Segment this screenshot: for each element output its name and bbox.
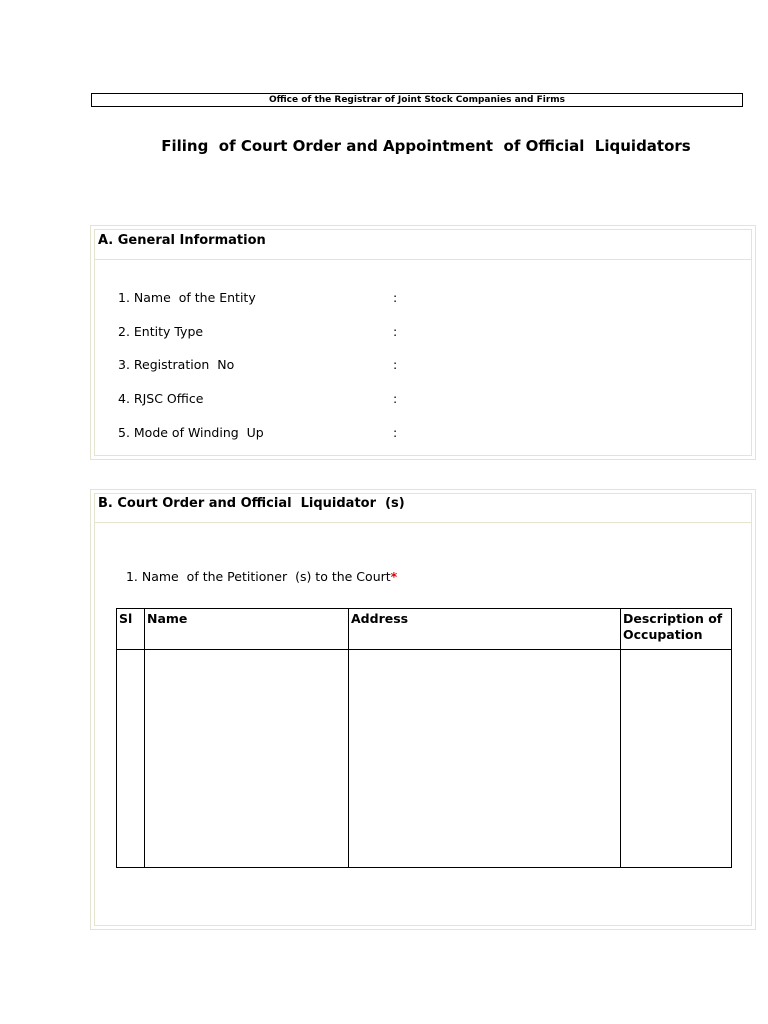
- field-label: 2. Entity Type: [118, 324, 204, 339]
- petitioners-table: [116, 608, 732, 868]
- section-a-header: [94, 229, 752, 260]
- field-label: 4. RJSC Office: [118, 391, 204, 406]
- column-header-occupation: Description of Occupation: [621, 609, 732, 650]
- petitioner-label: [118, 550, 397, 586]
- section-a-title: A. General Information: [98, 233, 266, 248]
- field-colon: :: [393, 357, 398, 372]
- section-a-frame: [94, 229, 752, 456]
- required-asterisk: *: [390, 569, 398, 584]
- column-header-sl: Sl: [117, 609, 145, 650]
- column-header-name: Name: [145, 609, 349, 650]
- page-title: Filing of Court Order and Appointment of Official Liquidators: [161, 137, 691, 155]
- field-label: 5. Mode of Winding Up: [118, 425, 264, 440]
- table-header-row: [117, 609, 732, 650]
- registrar-office-header: Office of the Registrar of Joint Stock Companies and Firms: [91, 93, 743, 107]
- cell-occupation[interactable]: [621, 650, 732, 868]
- cell-name[interactable]: [145, 650, 349, 868]
- cell-address[interactable]: [349, 650, 621, 868]
- section-b-header: [94, 493, 752, 523]
- field-label: 3. Registration No: [118, 357, 235, 372]
- section-b-title: B. Court Order and Official Liquidator (s): [98, 496, 405, 511]
- field-colon: :: [393, 324, 398, 339]
- field-colon: :: [393, 425, 398, 440]
- field-colon: :: [393, 391, 398, 406]
- field-colon: :: [393, 290, 398, 305]
- table-row: [117, 650, 732, 868]
- field-label: 1. Name of the Entity: [118, 290, 256, 305]
- column-header-address: Address: [349, 609, 621, 650]
- petitioner-label-text: 1. Name of the Petitioner (s) to the Court: [125, 569, 391, 584]
- cell-sl[interactable]: [117, 650, 145, 868]
